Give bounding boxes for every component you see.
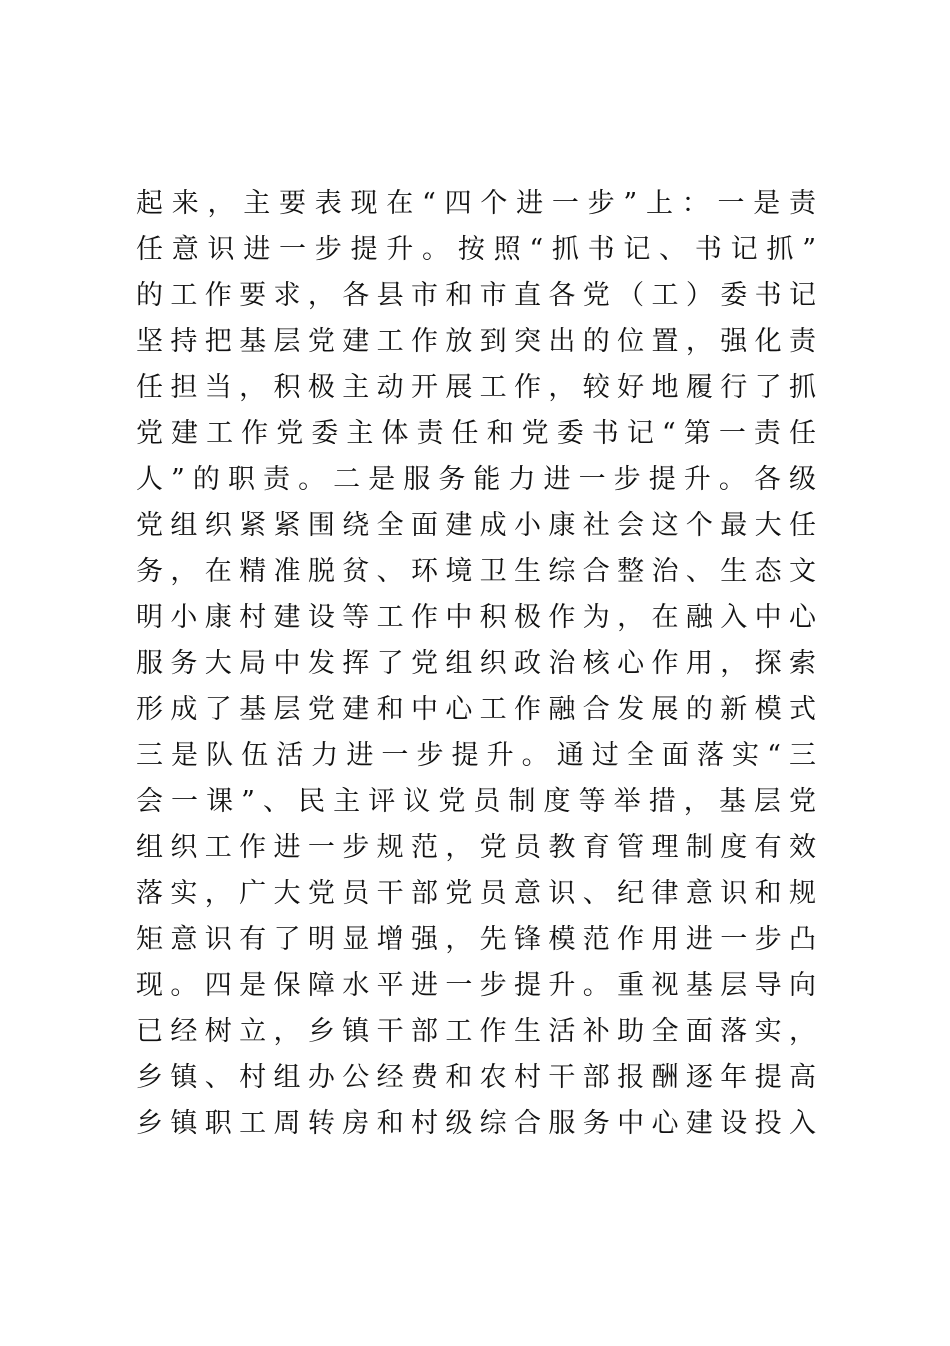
text-line: 组织工作进一步规范，党员教育管理制度有效 xyxy=(136,832,816,863)
text-line: 落实，广大党员干部党员意识、纪律意识和规 xyxy=(136,878,816,909)
text-line: 三是队伍活力进一步提升。通过全面落实“三 xyxy=(136,740,816,771)
text-line: 现。四是保障水平进一步提升。重视基层导向 xyxy=(136,970,816,1001)
text-line: 党建工作党委主体责任和党委书记“第一责任 xyxy=(136,418,816,449)
text-line: 明小康村建设等工作中积极作为，在融入中心 xyxy=(136,602,816,633)
text-line: 人”的职责。二是服务能力进一步提升。各级 xyxy=(136,464,816,495)
text-line: 乡镇职工周转房和村级综合服务中心建设投入 xyxy=(136,1108,816,1139)
text-line: 形成了基层党建和中心工作融合发展的新模式 xyxy=(136,694,816,725)
text-line: 乡镇、村组办公经费和农村干部报酬逐年提高 xyxy=(136,1062,816,1093)
text-line: 服务大局中发挥了党组织政治核心作用，探索 xyxy=(136,648,816,679)
text-line: 矩意识有了明显增强，先锋模范作用进一步凸 xyxy=(136,924,816,955)
text-line: 已经树立，乡镇干部工作生活补助全面落实， xyxy=(136,1016,816,1047)
text-line: 的工作要求，各县市和市直各党（工）委书记 xyxy=(136,280,816,311)
text-line: 起来，主要表现在“四个进一步”上：一是责 xyxy=(136,188,816,219)
text-line: 党组织紧紧围绕全面建成小康社会这个最大任 xyxy=(136,510,816,541)
text-line: 任意识进一步提升。按照“抓书记、书记抓” xyxy=(136,234,816,265)
text-line: 任担当，积极主动开展工作，较好地履行了抓 xyxy=(136,372,816,403)
text-line: 务，在精准脱贫、环境卫生综合整治、生态文 xyxy=(136,556,816,587)
text-line: 坚持把基层党建工作放到突出的位置，强化责 xyxy=(136,326,816,357)
text-line: 会一课”、民主评议党员制度等举措，基层党 xyxy=(136,786,816,817)
body-text xyxy=(136,181,816,1147)
